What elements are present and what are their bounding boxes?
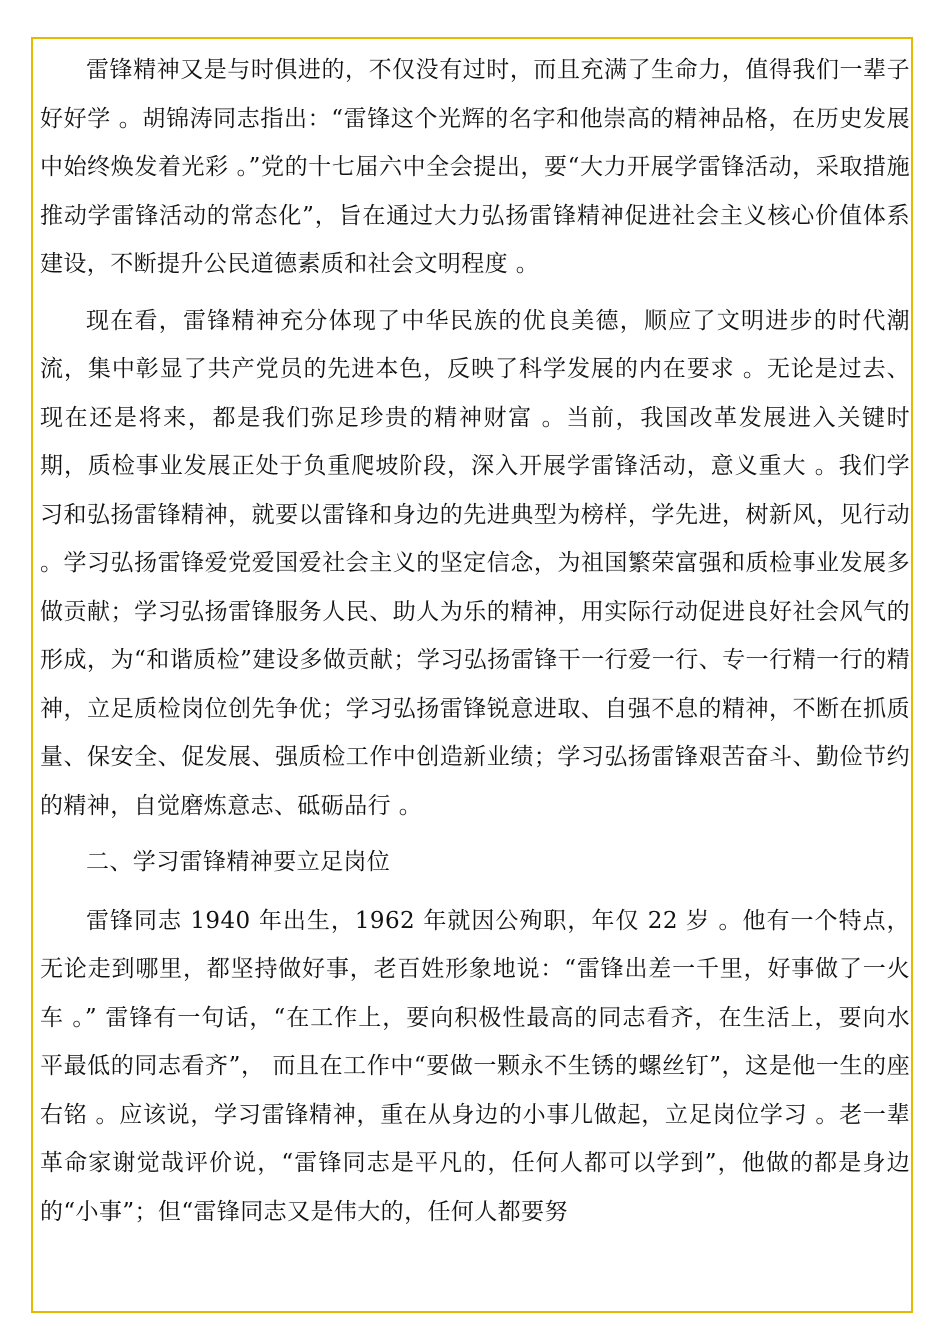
document-body	[40, 46, 910, 1244]
paragraph-3: 雷锋同志 1940 年出生，1962 年就因公殉职，年仅 22 岁 。他有一个特点，无论走到哪里，都坚持做好事，老百姓形象地说：“雷锋出差一千里，好事做了一火车 。” 雷锋有一句话，“在工作上，要向积极性最高的同志看齐，在生活上，要向水平最低的同志看齐”， 而且在工作中“要做一颗永不生锈的螺丝钉”，这是他一生的座右铭 。应该说，学习雷锋精神，重在从身边的小事儿做起，立足岗位学习 。老一辈革命家谢觉哉评价说，“雷锋同志是平凡的，任何人都可以学到”，他做的都是身边的“小事”；但“雷锋同志又是伟大的，任何人都要努	[40, 907, 910, 1225]
paragraph-2: 现在看，雷锋精神充分体现了中华民族的优良美德，顺应了文明进步的时代潮流，集中彰显了共产党员的先进本色，反映了科学发展的内在要求 。无论是过去、现在还是将来，都是我们弥足珍贵的精神财富 。当前，我国改革发展进入关键时期，质检事业发展正处于负重爬坡阶段，深入开展学雷锋活动，意义重大 。我们学习和弘扬雷锋精神，就要以雷锋和身边的先进典型为榜样，学先进，树新风，见行动 。学习弘扬雷锋爱党爱国爱社会主义的坚定信念，为祖国繁荣富强和质检事业发展多做贡献；学习弘扬雷锋服务人民、助人为乐的精神，用实际行动促进良好社会风气的形成，为“和谐质检”建设多做贡献；学习弘扬雷锋干一行爱一行、专一行精一行的精神，立足质检岗位创先争优；学习弘扬雷锋锐意进取、自强不息的精神，不断在抓质量、保安全、促发展、强质检工作中创造新业绩；学习弘扬雷锋艰苦奋斗、勤俭节约的精神，自觉磨炼意志、砥砺品行 。	[40, 307, 910, 819]
paragraph-1: 雷锋精神又是与时俱进的，不仅没有过时，而且充满了生命力，值得我们一辈子好好学 。胡锦涛同志指出：“雷锋这个光辉的名字和他崇高的精神品格，在历史发展中始终焕发着光彩 。”党的十七届六中全会提出，要“大力开展学雷锋活动，采取措施推动学雷锋活动的常态化”，旨在通过大力弘扬雷锋精神促进社会主义核心价值体系建设，不断提升公民道德素质和社会文明程度 。	[40, 57, 910, 277]
section-heading: 二、学习雷锋精神要立足岗位	[86, 849, 391, 875]
